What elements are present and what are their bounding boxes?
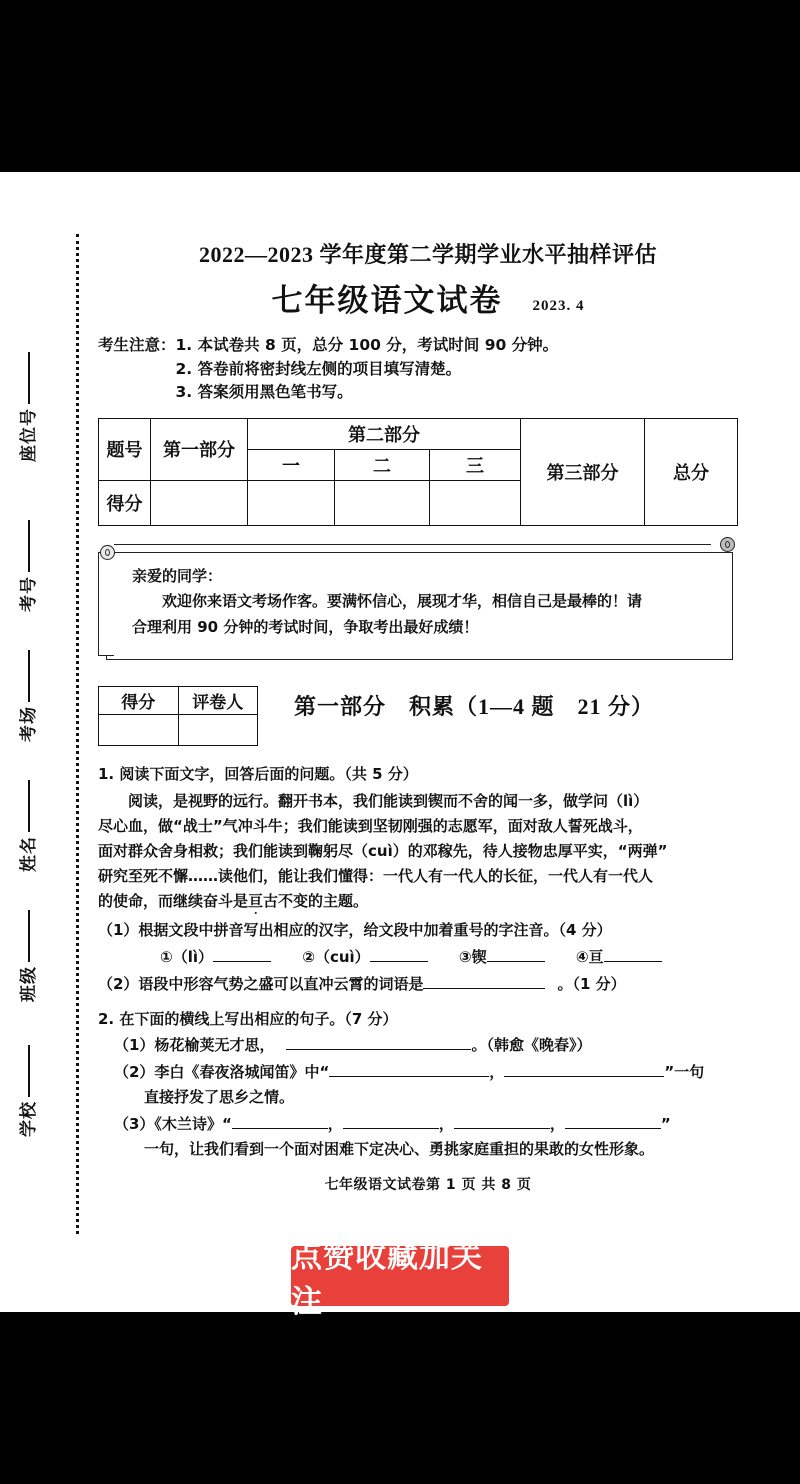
grader-score-box <box>98 686 258 746</box>
question-2-stem: 2. 在下面的横线上写出相应的句子。（7 分） <box>98 1009 398 1028</box>
question-2-item-3-tail: 一句，让我们看到一个面对困难下定决心、勇挑家庭重担的果敢的女性形象。 <box>144 1140 655 1159</box>
answer-blank-q2-3b[interactable] <box>343 1128 439 1129</box>
seal-field-line <box>28 910 30 962</box>
sealing-fields <box>6 172 70 1312</box>
notice-item: 2. 答卷前将密封线左侧的项目填写清楚。 <box>175 359 462 378</box>
answer-blank-3[interactable] <box>487 961 545 962</box>
exam-paper-sheet <box>0 172 800 1312</box>
score-cell-part2-2[interactable] <box>335 480 430 525</box>
part-one-title: 第一部分 积累（1—4 题 21 分） <box>294 693 655 719</box>
notice-item: 3. 答案须用黑色笔书写。 <box>175 383 353 402</box>
answer-blank-q2-1[interactable] <box>286 1049 471 1050</box>
score-table-qno-label: 题号 <box>99 418 151 480</box>
blank-label-3: ③ <box>458 947 472 966</box>
answer-blank-2[interactable] <box>370 961 428 962</box>
promo-banner[interactable] <box>291 1239 509 1320</box>
table-row <box>99 418 738 449</box>
score-table-part2-sub: 三 <box>430 449 521 480</box>
blank-label-1: ① <box>160 947 173 966</box>
question-1-sub1: （1）根据文段中拼音写出相应的汉字，给文段中加着重号的字注音。（4 分） <box>98 920 612 939</box>
seal-field-class: 班级 <box>14 908 39 1002</box>
scroll-body-line2: 合理利用 90 分钟的考试时间，争取考出最好成绩！ <box>132 618 479 637</box>
answer-blank-q2-3c[interactable] <box>454 1128 550 1129</box>
question-2 <box>98 1007 758 1162</box>
seal-field-line <box>28 520 30 572</box>
scroll-top-edge <box>114 544 711 545</box>
seal-field-line <box>28 650 30 702</box>
question-2-item-2-tail: 直接抒发了思乡之情。 <box>144 1088 295 1107</box>
seal-field-line <box>28 780 30 832</box>
emphasis-dot-char: 亘 <box>248 892 264 910</box>
grader-box-score-label: 得分 <box>99 686 179 714</box>
part-one-header <box>98 686 758 746</box>
score-cell-part2-1[interactable] <box>248 480 335 525</box>
scroll-message-text <box>132 564 713 641</box>
notice-item: 1. 本试卷共 8 页，总分 100 分，考试时间 90 分钟。 <box>175 336 559 354</box>
answer-blank-q2-3d[interactable] <box>565 1128 661 1129</box>
answer-blank-1[interactable] <box>213 961 271 962</box>
scroll-roll-right-icon <box>720 537 735 552</box>
answer-blank-q2-2a[interactable] <box>329 1076 489 1077</box>
question-1-sub2: （2）语段中形容气势之盛可以直冲云霄的词语是 。（1 分） <box>98 974 626 993</box>
score-table-score-label: 得分 <box>99 480 151 525</box>
table-row <box>99 714 258 745</box>
question-1-stem: 1. 阅读下面文字，回答后面的问题。（共 5 分） <box>98 764 418 783</box>
scroll-left-roll-edge <box>98 552 114 656</box>
score-table-part1-header: 第一部分 <box>151 418 248 480</box>
question-1 <box>98 762 758 997</box>
question-1-passage-line1: 阅读，是视野的远行。翻开书本，我们能读到锲而不舍的闻一多，做学问（lì） <box>128 791 649 810</box>
question-2-item-2: （2）李白《春夜洛城闻笛》中“ ， ”一句 <box>114 1063 705 1082</box>
score-table-total-header: 总分 <box>645 418 738 525</box>
question-2-item-3: （3）《木兰诗》“ ， ， ， ” <box>114 1115 671 1134</box>
promo-banner-text: 点赞收藏加关注 <box>291 1239 483 1320</box>
candidate-notice <box>98 334 758 405</box>
exam-title-main: 七年级语文试卷 <box>271 283 503 318</box>
question-2-item-1: （1）杨花榆荚无才思， 。（韩愈《晚春》） <box>114 1036 592 1055</box>
question-1-passage-line4: 研究至死不懈……读他们，能让我们懂得：一代人有一代人的长征，一代人有一代人 <box>98 867 654 886</box>
paper-content <box>98 172 758 1312</box>
question-1-passage-line5: 的使命，而继续奋斗是亘古不变的主题。 <box>98 892 369 910</box>
seal-field-school: 学校 <box>14 1043 39 1137</box>
grader-box-score-cell[interactable] <box>99 714 179 745</box>
welcome-scroll-box <box>98 542 737 660</box>
blank-label-2: ② <box>302 947 315 966</box>
score-table-part2-sub: 二 <box>335 449 430 480</box>
answer-blank-q2-2b[interactable] <box>504 1076 664 1077</box>
answer-blank-sub2[interactable] <box>423 988 545 989</box>
question-1-blank-row: ①（lì） ②（cuì） ③锲 ④亘 <box>98 945 758 970</box>
score-cell-part2-3[interactable] <box>430 480 521 525</box>
notice-label: 考生注意： <box>98 336 176 354</box>
exam-date: 2023. 4 <box>532 298 585 314</box>
seal-field-line <box>28 352 30 404</box>
score-table-part3-header: 第三部分 <box>521 418 645 525</box>
scroll-roll-left-icon <box>100 545 115 560</box>
answer-blank-4[interactable] <box>604 961 662 962</box>
sealing-line-column <box>0 172 92 1312</box>
page-footer: 七年级语文试卷第 1 页 共 8 页 <box>324 1176 532 1193</box>
seal-field-exam-room: 考场 <box>14 648 39 742</box>
table-row <box>99 686 258 714</box>
sealing-dotted-line <box>76 234 79 1234</box>
exam-title-line1: 2022—2023 学年度第二学期学业水平抽样评估 <box>198 242 657 267</box>
score-table-part2-sub: 一 <box>248 449 335 480</box>
grader-box-grader-cell[interactable] <box>178 714 258 745</box>
scroll-greeting: 亲爱的同学： <box>132 566 223 585</box>
blank-label-4: ④ <box>575 947 589 966</box>
answer-blank-q2-3a[interactable] <box>232 1128 328 1129</box>
score-table-part2-header: 第二部分 <box>248 418 521 449</box>
score-cell-part1[interactable] <box>151 480 248 525</box>
question-1-passage-line2: 尽心血，做“战士”气冲斗牛；我们能读到坚韧刚强的志愿军，面对敌人誓死战斗， <box>98 817 643 836</box>
question-1-passage-line3: 面对群众舍身相救；我们能读到鞠躬尽（cuì）的邓稼先，待人接物忠厚平实，“两弹” <box>98 842 668 861</box>
exam-title-row <box>98 275 758 320</box>
seal-field-exam-number: 考号 <box>14 518 39 612</box>
scroll-body-line1: 欢迎你来语文考场作客。要满怀信心，展现才华，相信自己是最棒的！请 <box>162 592 643 611</box>
seal-field-name: 姓名 <box>14 778 39 872</box>
score-summary-table <box>98 418 738 526</box>
seal-field-seat-number: 座位号 <box>14 350 39 462</box>
grader-box-grader-label: 评卷人 <box>178 686 258 714</box>
seal-field-line <box>28 1045 30 1097</box>
